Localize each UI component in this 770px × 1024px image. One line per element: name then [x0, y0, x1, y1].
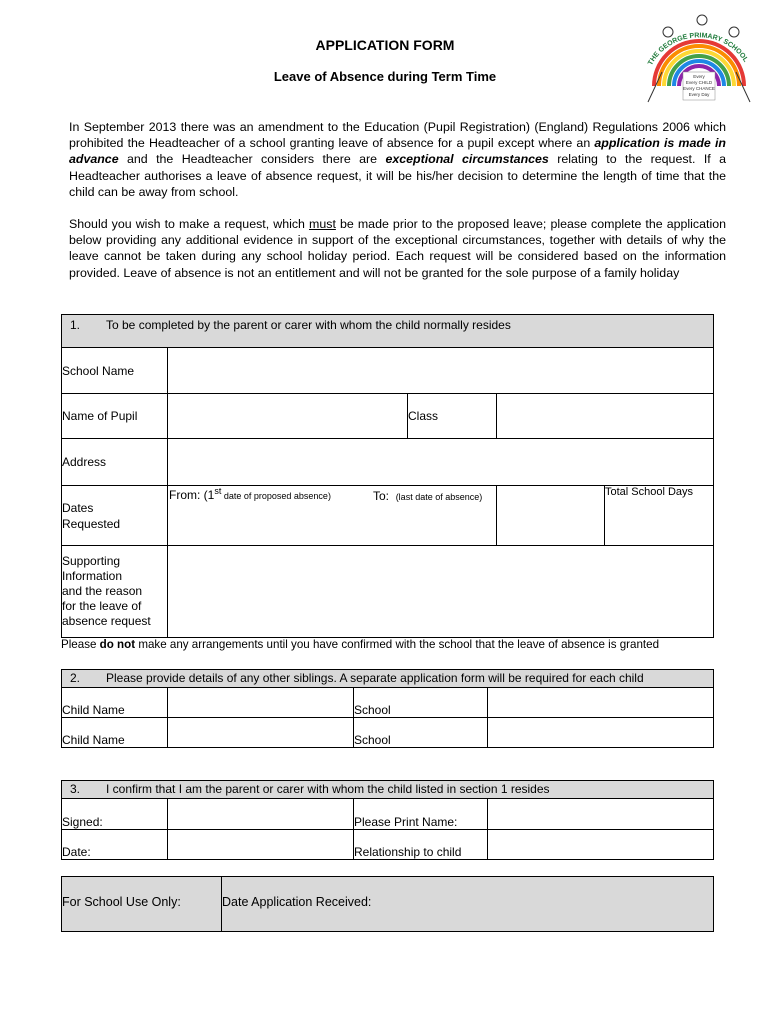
logo-school-name: THE GEORGE PRIMARY SCHOOL — [647, 32, 749, 67]
address-label: Address — [62, 439, 168, 486]
date-from-field[interactable]: From: (1st date of proposed absence) — [168, 486, 497, 546]
section-2-heading: Please provide details of any other siblings. A separate application form will be required for each child — [106, 671, 644, 685]
form-subtitle: Leave of Absence during Term Time — [273, 69, 497, 84]
print-name-field[interactable] — [488, 799, 714, 830]
arrangements-note: Please do not make any arrangements until you have confirmed with the school that the leave of absence is granted — [61, 638, 660, 651]
form-title: APPLICATION FORM — [315, 37, 455, 53]
relationship-field[interactable] — [488, 830, 714, 860]
sibling-2-school-label: School — [354, 718, 488, 748]
section-2-header: 2. Please provide details of any other siblings. A separate application form will be required for each child — [62, 670, 714, 688]
section-1-heading: To be completed by the parent or carer with whom the child normally resides — [106, 318, 511, 332]
supporting-information-label: Supporting Information and the reason for the leave of absence request — [62, 546, 168, 638]
section-3-heading: I confirm that I am the parent or carer with whom the child listed in section 1 resides — [106, 782, 550, 796]
school-logo — [640, 12, 758, 112]
date-received-label: Date Application Received: — [222, 895, 372, 909]
logo-tagline-4: Every Day — [688, 92, 710, 97]
date-to-field[interactable]: To: (last date of absence) — [497, 486, 605, 546]
logo-tagline-2: Every CHILD — [685, 80, 713, 85]
relationship-label: Relationship to child — [354, 830, 488, 860]
logo-tagline-1: Every — [693, 74, 705, 79]
signed-label: Signed: — [62, 799, 168, 830]
section-1-table — [61, 314, 714, 638]
logo-tagline-3: Every CHANCE — [683, 86, 715, 91]
section-3-table — [61, 780, 714, 860]
school-name-field[interactable] — [168, 348, 714, 394]
section-2-table — [61, 669, 714, 748]
sibling-1-school-field[interactable] — [488, 688, 714, 718]
intro-paragraph-1: In September 2013 there was an amendment to the Education (Pupil Registration) (England) Regulations 2006 which prohibited the Headteacher of a school granting leave of absence for a pupil except where an application is made in advance and the Headteacher considers there are exceptional circumstances relating to the request. If a Headteacher authorises a leave of absence request, it will be his/her decision to determine the length of time that the child can be away from school. — [69, 120, 726, 199]
signature-field[interactable] — [168, 799, 354, 830]
sibling-1-name-label: Child Name — [62, 688, 168, 718]
date-received-field[interactable] — [222, 877, 714, 932]
school-name-label: School Name — [62, 348, 168, 394]
address-field[interactable] — [168, 439, 714, 486]
sibling-2-name-label: Child Name — [62, 718, 168, 748]
school-use-label: For School Use Only: — [62, 877, 222, 932]
sibling-1-name-field[interactable] — [168, 688, 354, 718]
total-school-days-field[interactable]: Total School Days — [605, 486, 714, 546]
class-label: Class — [408, 394, 497, 439]
section-1-header: 1. To be completed by the parent or carer with whom the child normally resides — [62, 315, 714, 348]
sibling-2-school-field[interactable] — [488, 718, 714, 748]
date-label: Date: — [62, 830, 168, 860]
print-name-label: Please Print Name: — [354, 799, 488, 830]
sibling-1-school-label: School — [354, 688, 488, 718]
supporting-information-field[interactable] — [168, 546, 714, 638]
dates-requested-label: Dates Requested — [62, 486, 168, 546]
intro-paragraph-2: Should you wish to make a request, which must be made prior to the proposed leave; please complete the application below providing any additional evidence in support of the exceptional circumstances, together with details of why the leave cannot be taken during any school holiday period. Each request will be considered based on the information provided. Leave of absence is not an entitlement and will not be granted for the sole purpose of a family holiday — [69, 217, 726, 280]
pupil-name-label: Name of Pupil — [62, 394, 168, 439]
school-use-table — [61, 876, 714, 932]
date-field[interactable] — [168, 830, 354, 860]
section-3-header: 3. I confirm that I am the parent or carer with whom the child listed in section 1 resides — [62, 781, 714, 799]
sibling-2-name-field[interactable] — [168, 718, 354, 748]
pupil-name-field[interactable] — [168, 394, 408, 439]
class-field[interactable] — [497, 394, 714, 439]
